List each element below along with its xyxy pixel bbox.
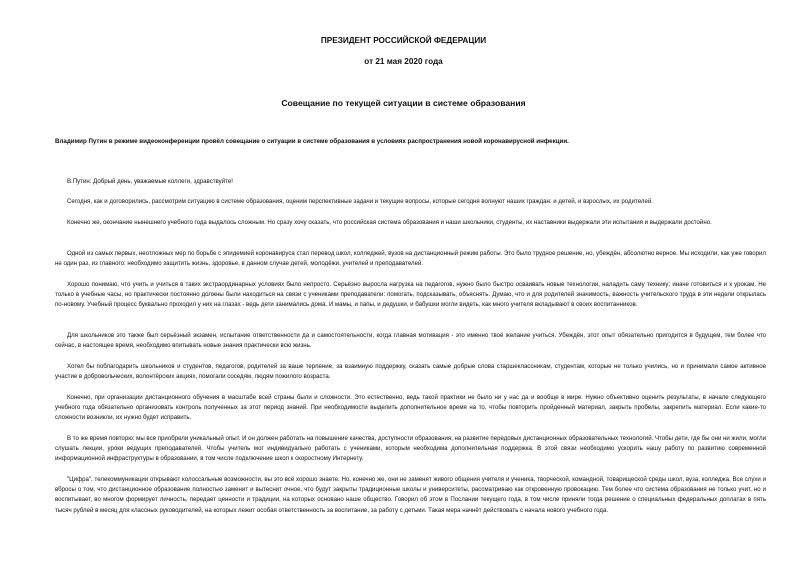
organization-heading: ПРЕЗИДЕНТ РОССИЙСКОЙ ФЕДЕРАЦИИ <box>320 36 487 45</box>
paragraph-greeting: В.Путин: Добрый день, уважаемые коллеги, здравствуйте! <box>67 178 233 185</box>
document-date: от 21 мая 2020 года <box>364 57 443 66</box>
paragraph: Сегодня, как и договорились, рассмотрим ситуацию в системе образования, оценим перспективные задачи и текущие вопросы, которые сегодня волнуют наших граждан: и детей, и взрослых, их родителей. <box>67 198 653 205</box>
paragraph: "Цифра", телекоммуникации открывают колоссальные возможности, вы это всё хорошо знаете. Но, конечно же, они не заменят живого общения учителя и ученика, творческой, командной, товарищеской среды школ, вуза, колледжа. Все слухи и вбросы о том, что дистанционное образование полностью заменит и вытеснит очное, что будут закрыты традиционные школы и университеты, рассматриваю как откровенную провокацию. Тем более что система образования не только учит, но и воспитывает, во многом формирует личность, передает ценности и традиции, на которых основано наше общество. Говорил об этом в Послании текущего года, в том числе приняли тогда решение о специальных федеральных доплатах в пять тысяч рублей в месяц для классных руководителей, на которых лежит особая ответственность за воспитание, за работу с детьми. Такая мера начнёт действовать с начала нового учебного года. <box>55 476 766 514</box>
document-title: Совещание по текущей ситуации в системе образования <box>281 98 526 108</box>
paragraph: Одной из самых первых, неотложных мер по борьбе с эпидемией коронавируса стал перевод школ, колледжей, вузов на дистанционный режим работы. Это было трудное решение, но, убеждён, абсолютно верное. Мы исходили, как уже говорил не один раз, из главного: необходимо защитить жизнь, здоровье, в данном случае детей, молодёжи, учителей и преподавателей. <box>55 250 766 268</box>
paragraph: Для школьников это также был серьёзный экзамен, испытание ответственности да и самостоятельности, когда главная мотивация - это именно твоё желание учиться. Убеждён, этот опыт обязательно пригодится в будущем, тем более что сейчас, в настоящее время, необходимо впитывать новые знания практически всю жизнь. <box>55 332 766 350</box>
paragraph: Конечно, при организации дистанционного обучения в масштабе всей страны были и сложности. Это естественно, ведь такой практики не было ни у нас да и вообще в мире. Нужно объективно оценить результаты, в начале следующего учебного года обязательно организовать контроль полученных за этот период знаний. При необходимости выделить дополнительное время на то, чтобы повторить пройденный материал, закрыть пробелы, закрепить материал. Если какие-то сложности возникли, их нужно будет исправить. <box>55 394 766 422</box>
paragraph: Хотел бы поблагодарить школьников и студентов, педагогов, родителей за ваше терпение, за взаимную поддержку, сказать самые добрые слова старшеклассникам, студентам, которые не только учились, но и принимали самое активное участие в добровольческих, волонтёрских акциях, помогали соседям, людям пожилого возраста. <box>55 363 766 381</box>
paragraph: Хорошо понимаю, что учить и учиться в таких экстраординарных условиях было непросто. Серьёзно выросла нагрузка на педагогов, нужно было быстро осваивать новые технологии, наладить саму технику; иначе готовиться и к урокам. Не только в учебные часы, но практически постоянно должны были находиться на связи с учениками преподаватели: помогать, подсказывать, объяснять. Думаю, что и для родителей значимость, важность учительского труда в эти недели открылась по-новому. Учебный процесс буквально проходил у них на глазах - ведь дети занимались дома. И мамы, и папы, и дедушки, и бабушки могли видеть, как много учителя вкладывают в своих воспитанников. <box>55 281 766 309</box>
paragraph: Конечно же, окончание нынешнего учебного года выдалось сложным. Но сразу хочу сказать, что российская система образования и наши школьники, студенты, их наставники выдержали эти испытания и выдержали достойно. <box>67 219 712 226</box>
lead-paragraph: Владимир Путин в режиме видеоконференции провёл совещание о ситуации в системе образования в условиях распространения новой коронавирусной инфекции. <box>55 138 569 145</box>
paragraph: В то же время повторю: мы все приобрели уникальный опыт. И он должен работать на повышение качества, доступности образования, на развитие передовых дистанционных образовательных технологий. Чтобы дети, где бы они ни жили, могли слушать лекции, уроки ведущих преподавателей. Чтобы учитель мог индивидуально работать с учениками, которым необходима дополнительная поддержка. В этой связи необходимо ускорить нашу работу по развитию современной информационной инфраструктуры в образовании, в том числе подключение школ к скоростному Интернету. <box>55 435 766 463</box>
